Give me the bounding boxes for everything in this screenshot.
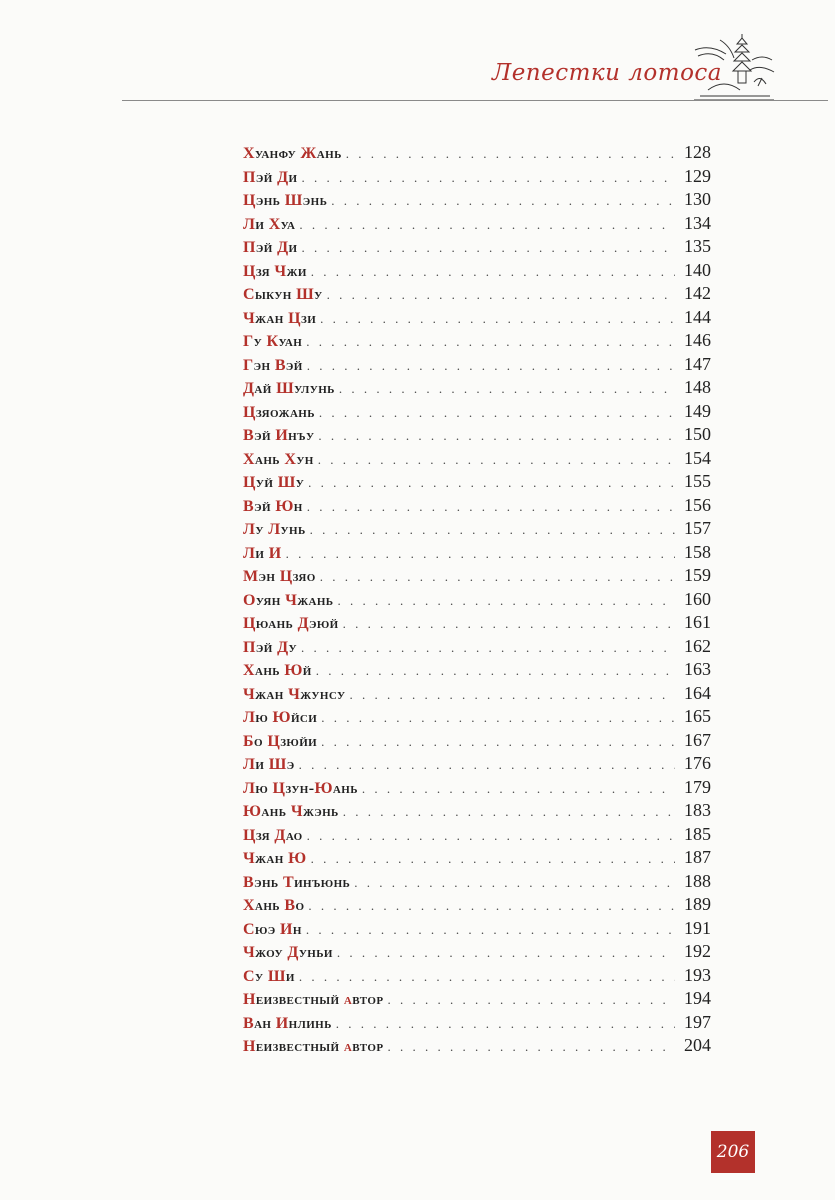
dot-leader [387,988,675,1012]
dot-leader [321,730,675,754]
toc-entry-page: 150 [684,424,711,444]
dot-leader [307,824,675,848]
toc-entry [243,682,711,706]
toc-entry-name: Неизвестный автор [243,991,384,1008]
toc-entry-page: 130 [684,189,711,209]
toc-entry-name: Цзяожань [243,403,315,421]
toc-entry [243,705,711,729]
toc-entry-name: Вэй Юн [243,497,303,515]
dot-leader [316,659,675,683]
toc-entry-name: Чжоу Дуньи [243,944,333,961]
dot-leader [346,142,675,166]
toc-entry [243,1011,711,1035]
dot-leader [311,847,675,871]
toc-entry-name: Юань Чжэнь [243,803,339,820]
toc-entry [243,494,711,518]
dot-leader [387,1035,675,1059]
toc-entry-name: Чжан Ю [243,850,307,867]
toc-entry-page: 191 [684,917,711,938]
toc-entry-name: Вэй Инъу [243,427,315,444]
toc-entry-name: Ли И [243,544,282,562]
toc-entry-page: 204 [684,1035,711,1055]
toc-entry-page: 159 [684,565,711,585]
toc-entry [243,635,711,659]
toc-entry [243,823,711,847]
toc-entry [243,141,711,165]
toc-entry [243,846,711,870]
toc-entry-page: 144 [684,306,711,327]
toc-entry-name: Цзя Дао [243,826,303,844]
dot-leader [307,354,675,378]
toc-entry-page: 135 [684,236,711,256]
toc-entry-page: 155 [684,471,711,491]
toc-entry-page: 179 [684,776,711,797]
toc-entry-name: Сыкун Шу [243,286,323,303]
toc-entry-name: Дай Шулунь [243,380,335,397]
toc-entry [243,306,711,330]
dot-leader [301,636,675,660]
toc-entry-page: 162 [684,635,711,656]
toc-entry-page: 187 [684,847,711,867]
toc-entry-page: 149 [684,400,711,421]
toc-entry [243,729,711,753]
toc-entry-page: 176 [684,753,711,773]
book-title: Лепестки лотоса [492,60,723,86]
toc-entry [243,776,711,800]
page-number-badge: 206 [711,1131,755,1173]
dot-leader [308,471,675,495]
toc-entry-name: Бо Цзюйи [243,732,318,750]
toc-entry-page: 142 [684,283,711,303]
toc-entry-page: 192 [684,941,711,961]
toc-entry [243,964,711,988]
toc-entry [243,470,711,494]
toc-entry-name: Ли Шэ [243,756,295,773]
dot-leader [311,260,675,284]
toc-entry-name: Сюэ Ин [243,920,302,938]
toc-entry-name: Хуанфу Жань [243,145,342,162]
toc-entry-page: 128 [684,142,711,162]
toc-entry [243,658,711,682]
dot-leader [310,518,675,542]
dot-leader [301,166,675,190]
toc-entry [243,870,711,894]
dot-leader [320,307,675,331]
dot-leader [339,377,675,401]
header-divider [122,100,828,101]
toc-entry-page: 140 [684,259,711,280]
toc-entry [243,447,711,471]
toc-entry-page: 157 [684,518,711,538]
toc-entry-name: Су Ши [243,967,295,985]
toc-entry-name: Хань Хун [243,450,314,468]
toc-entry [243,564,711,588]
toc-entry-name: Ван Инлинь [243,1014,332,1032]
dot-leader [343,612,675,636]
toc-entry-name: Хань Во [243,897,305,914]
toc-entry-name: Лю Цзун-Юань [243,779,358,797]
toc-entry-page: 134 [684,212,711,233]
toc-entry [243,611,711,635]
toc-entry-page: 146 [684,330,711,350]
dot-leader [299,753,675,777]
toc-entry-page: 129 [684,165,711,186]
toc-entry [243,423,711,447]
toc-entry [243,329,711,353]
dot-leader [286,542,675,566]
toc-entry-name: Вэнь Тинъюнь [243,873,351,891]
toc-entry-name: Цзя Чжи [243,262,307,280]
toc-entry [243,282,711,306]
toc-entry-name: Пэй Ди [243,239,298,256]
toc-entry [243,1034,711,1058]
dot-leader [299,213,675,237]
toc-entry-name: Мэн Цзяо [243,568,316,585]
toc-entry-page: 193 [684,964,711,985]
toc-entry-name: Ли Хуа [243,215,296,233]
toc-entry [243,212,711,236]
toc-entry-page: 167 [684,729,711,750]
toc-entry-name: Чжан Чжунсу [243,685,346,703]
toc-entry-name: Хань Юй [243,662,312,679]
toc-entry-name: Неизвестный автор [243,1038,384,1055]
toc-entry [243,940,711,964]
toc-entry-page: 194 [684,988,711,1008]
toc-entry [243,893,711,917]
toc-entry [243,799,711,823]
dot-leader [301,236,675,260]
toc-entry-page: 158 [684,541,711,562]
toc-entry [243,541,711,565]
toc-entry [243,353,711,377]
dot-leader [337,589,675,613]
toc-entry-page: 154 [684,447,711,468]
toc-entry [243,917,711,941]
toc-entry-name: Цэнь Шэнь [243,192,328,209]
toc-entry-name: Гу Куан [243,333,303,350]
toc-entry-page: 183 [684,800,711,820]
dot-leader [318,448,675,472]
toc-entry [243,752,711,776]
toc-entry-name: Пэй Ди [243,168,298,186]
dot-leader [343,800,675,824]
table-of-contents [243,141,711,1058]
dot-leader [331,189,675,213]
toc-entry-name: Чжан Цзи [243,309,317,327]
dot-leader [321,706,675,730]
toc-entry-page: 156 [684,494,711,515]
dot-leader [350,683,675,707]
toc-entry-page: 165 [684,706,711,726]
dot-leader [306,918,675,942]
dot-leader [336,1012,675,1036]
toc-entry-name: Оуян Чжань [243,591,334,609]
dot-leader [307,495,675,519]
toc-entry [243,588,711,612]
toc-entry [243,259,711,283]
dot-leader [306,330,675,354]
dot-leader [320,565,675,589]
toc-entry-name: Цуй Шу [243,474,305,491]
dot-leader [362,777,675,801]
toc-entry-page: 148 [684,377,711,397]
toc-entry [243,376,711,400]
dot-leader [299,965,675,989]
toc-entry [243,235,711,259]
toc-entry [243,400,711,424]
toc-entry [243,517,711,541]
toc-entry-page: 160 [684,588,711,609]
dot-leader [318,424,675,448]
dot-leader [337,941,675,965]
toc-entry-page: 163 [684,659,711,679]
dot-leader [354,871,675,895]
toc-entry [243,987,711,1011]
toc-entry-name: Пэй Ду [243,638,297,656]
toc-entry-name: Гэн Вэй [243,356,303,374]
toc-entry-name: Лю Юйси [243,709,318,726]
toc-entry [243,165,711,189]
toc-entry-page: 147 [684,353,711,374]
toc-entry-page: 189 [684,894,711,914]
dot-leader [327,283,675,307]
toc-entry-page: 161 [684,612,711,632]
toc-entry-name: Лу Лунь [243,521,306,538]
toc-entry-page: 185 [684,823,711,844]
dot-leader [319,401,675,425]
toc-entry-page: 197 [684,1011,711,1032]
dot-leader [308,894,675,918]
toc-entry-page: 188 [684,870,711,891]
toc-entry-page: 164 [684,682,711,703]
toc-entry [243,188,711,212]
toc-entry-name: Цюань Дэюй [243,615,339,632]
